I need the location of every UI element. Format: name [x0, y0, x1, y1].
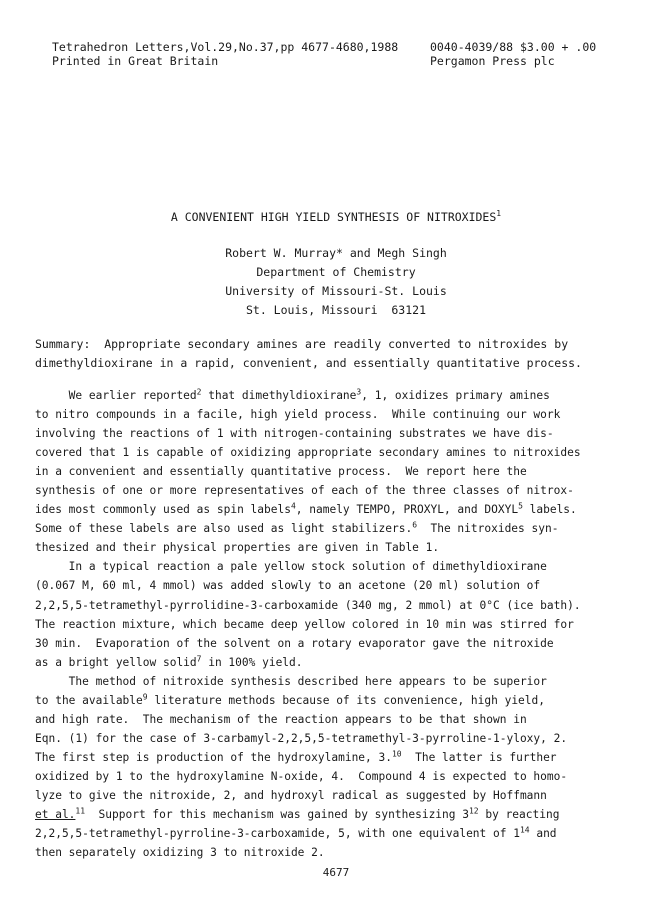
affiliation-university: University of Missouri-St. Louis	[225, 284, 447, 298]
body-line: then separately oxidizing 3 to nitroxide 2.	[35, 846, 325, 860]
text-run: The nitroxides syn-	[417, 522, 559, 536]
footnote-ref: 6	[412, 520, 418, 530]
body-line: covered that 1 is capable of oxidizing appropriate secondary amines to nitroxides	[35, 446, 581, 460]
body-line	[35, 386, 655, 405]
text-run: The latter is further	[401, 750, 557, 764]
footnote-ref: 10	[391, 749, 402, 759]
body-line: in a convenient and essentially quantitative process. We report here the	[35, 465, 527, 479]
article-title-text: A CONVENIENT HIGH YIELD SYNTHESIS OF NITROXIDES	[170, 210, 497, 224]
footnote-ref: 3	[356, 387, 362, 397]
summary-block	[35, 335, 645, 373]
summary-line: Summary: Appropriate secondary amines are readily converted to nitroxides by	[35, 337, 569, 351]
footnote-ref: 11	[75, 806, 86, 816]
body-line: 2,2,5,5-tetramethyl-pyrrolidine-3-carboxamide (340 mg, 2 mmol) at 0°C (ice bath).	[35, 598, 581, 612]
body-line: to nitro compounds in a facile, high yield process. While continuing our work	[35, 408, 561, 422]
footnote-ref: 9	[142, 692, 148, 702]
body-line: The reaction mixture, which became deep yellow colored in 10 min was stirred for	[35, 617, 574, 631]
author-block	[0, 244, 672, 320]
text-run: as a bright yellow solid	[35, 655, 197, 669]
body-line: Eqn. (1) for the case of 3-carbamyl-2,2,5,5-tetramethyl-3-pyrroline-1-yloxy, 2.	[35, 731, 568, 745]
footnote-ref: 2	[196, 387, 202, 397]
text-run: The first step is production of the hydroxylamine, 3.	[35, 750, 392, 764]
text-run: to the available	[35, 693, 143, 707]
title-footnote-ref: 1	[496, 209, 502, 219]
body-line: In a typical reaction a pale yellow stock solution of dimethyldioxirane	[35, 560, 547, 574]
page-number: 4677	[322, 866, 350, 879]
body-line: synthesis of one or more representatives of each of the three classes of nitrox-	[35, 484, 574, 498]
footnote-ref: 7	[196, 653, 202, 663]
body-line: thesized and their physical properties are given in Table 1.	[35, 541, 440, 555]
text-run: , 1, oxidizes primary amines	[361, 389, 550, 402]
body-line	[35, 519, 655, 538]
body-line: involving the reactions of 1 with nitrogen-containing substrates we have dis-	[35, 427, 554, 441]
text-run: et al.	[35, 808, 76, 822]
printed-in: Printed in Great Britain	[52, 54, 219, 68]
footnote-ref: 5	[518, 501, 523, 511]
price-code: 0040-4039/88 $3.00 + .00	[430, 40, 597, 54]
body-line: (0.067 M, 60 ml, 4 mmol) was added slowly to an acetone (20 ml) solution of	[35, 579, 541, 593]
body-line	[35, 805, 655, 824]
affiliation-department: Department of Chemistry	[256, 265, 416, 279]
body-line	[35, 500, 655, 519]
publisher: Pergamon Press plc	[430, 54, 555, 68]
body-line: lyze to give the nitroxide, 2, and hydroxyl radical as suggested by Hoffmann	[35, 788, 547, 802]
summary-line: dimethyldioxirane in a rapid, convenient, and essentially quantitative process.	[35, 356, 582, 370]
text-run: ides most commonly used as spin labels	[35, 503, 291, 517]
body-line: The method of nitroxide synthesis described here appears to be superior	[35, 674, 547, 688]
article-title	[0, 210, 672, 224]
article-body	[35, 386, 655, 862]
text-run: , namely TEMPO, PROXYL, and DOXYL	[295, 503, 519, 517]
affiliation-address: St. Louis, Missouri 63121	[245, 303, 426, 317]
footnote-ref: 12	[468, 806, 479, 816]
body-line: oxidized by 1 to the hydroxylamine N-oxide, 4. Compound 4 is expected to homo-	[35, 769, 568, 783]
text-run: and	[529, 827, 557, 841]
text-run: labels.	[522, 503, 577, 517]
body-line: 30 min. Evaporation of the solvent on a rotary evaporator gave the nitroxide	[35, 636, 554, 650]
text-run: in 100% yield.	[201, 655, 303, 669]
body-line	[35, 653, 655, 672]
body-line	[35, 748, 655, 767]
text-run: literature methods because of its convenience, high yield,	[147, 693, 546, 707]
body-line	[35, 824, 655, 843]
text-run: We earlier reported	[35, 389, 197, 402]
author-names: Robert W. Murray* and Megh Singh	[225, 246, 447, 260]
body-line	[35, 691, 655, 710]
footnote-ref: 14	[519, 825, 530, 835]
text-run: that dimethyldioxirane	[201, 389, 357, 402]
text-run: Support for this mechanism was gained by synthesizing 3	[85, 808, 469, 822]
footnote-ref: 4	[290, 501, 296, 511]
text-run: Some of these labels are also used as light stabilizers.	[35, 522, 413, 536]
journal-citation: Tetrahedron Letters,Vol.29,No.37,pp 4677-4680,1988	[52, 40, 399, 54]
text-run: 2,2,5,5-tetramethyl-pyrroline-3-carboxamide, 5, with one equivalent of 1	[35, 827, 520, 841]
body-line: and high rate. The mechanism of the reaction appears to be that shown in	[35, 712, 527, 726]
text-run: by reacting	[478, 808, 560, 822]
